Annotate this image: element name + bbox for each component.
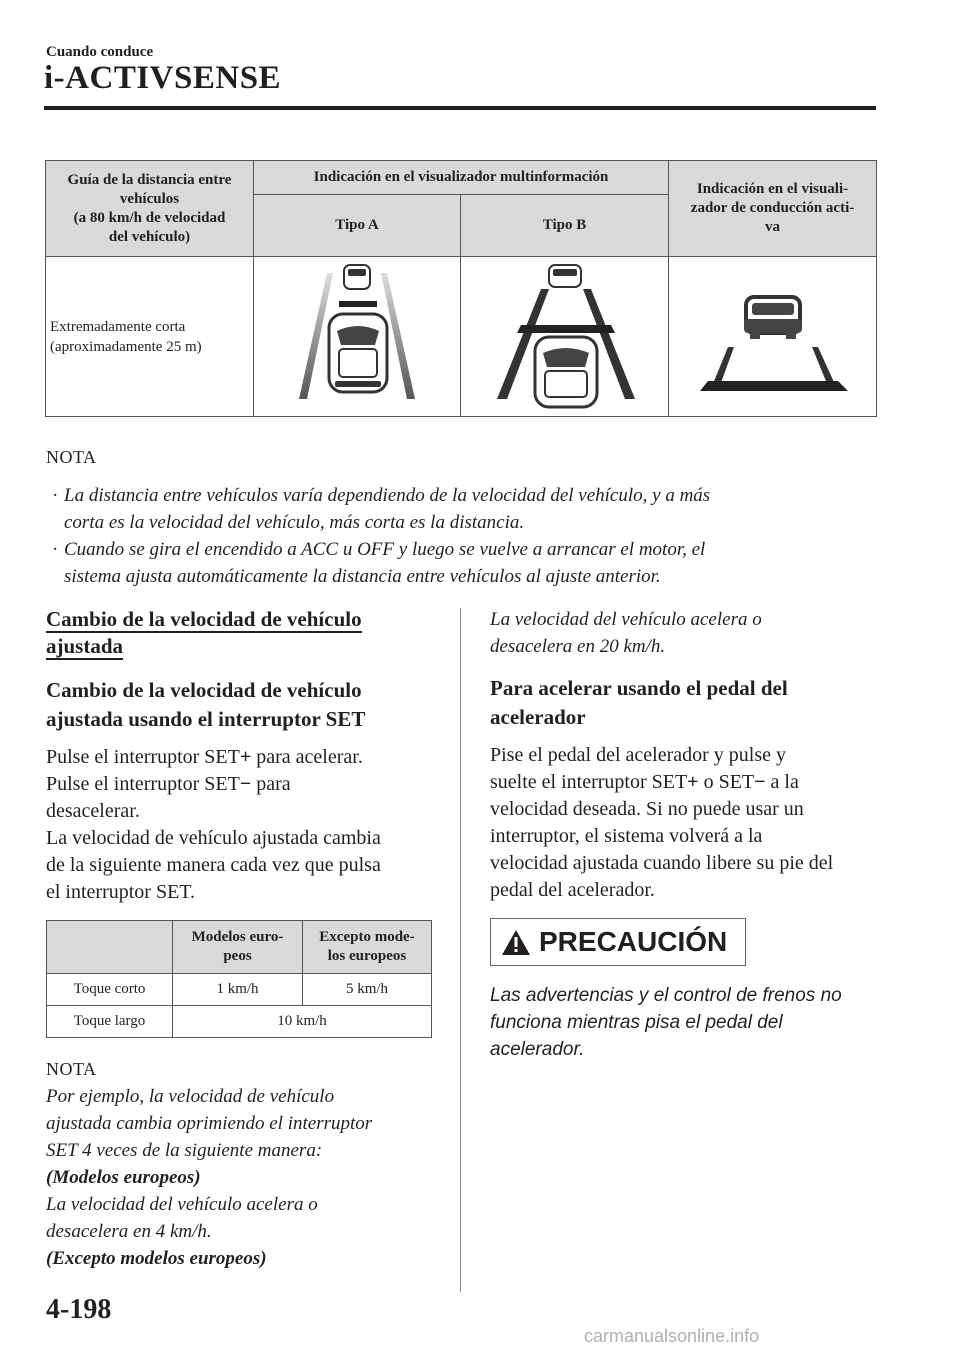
watermark: carmanualsonline.info [584,1326,760,1346]
other-header: Excepto mode- los europeos [303,921,432,974]
table-row: Toque corto 1 km/h 5 km/h [47,974,432,1006]
caution-title: PRECAUCIÓN [539,926,728,957]
col-type-a: Tipo A [254,195,461,257]
subsection-heading: Cambio de la velocidad de vehículo ajustada usando el interruptor SET [46,678,366,731]
table-row: Toque largo 10 km/h [47,1006,432,1038]
active-car-icon [678,269,868,399]
type-b-car-icon [475,259,655,409]
plus-icon: + [687,771,699,793]
page-number: 4-198 [46,1294,112,1325]
continued-text: La velocidad del vehículo acelera o desacelera en 20 km/h. [490,609,762,657]
header-rule [44,106,876,110]
list-item: · Cuando se gira el encendido a ACC u OFF y luego se vuelve a arrancar el motor, el sistema ajusta automáticamente la distancia entre vehículos al ajuste anterior. [52,536,852,590]
empty-header [47,921,173,974]
section-heading: Cambio de la velocidad de vehículo ajustada [46,607,362,658]
instructions: Pulse el interruptor SET+ para acelerar. Pulse el interruptor SET− para desacelerar. La velocidad de vehículo ajustada cambia de la siguiente manera cada vez que pulsa el interruptor SET. [46,746,381,903]
section-label: Cuando conduce [46,44,154,60]
column-divider [460,608,461,1292]
col-active-header: Indicación en el visuali- zador de conducción acti- va [669,161,877,257]
subsection-heading-2: Para acelerar usando el pedal del acelerador [490,676,788,729]
nota-bullets [52,482,852,590]
type-a-illustration [254,257,461,417]
euro-header: Modelos euro- peos [173,921,303,974]
minus-icon: − [239,773,252,795]
minus-icon: − [754,771,766,793]
nota-label: NOTA [46,447,97,467]
pedal-instructions: Pise el pedal del acelerador y pulse y suelte el interruptor SET+ o SET− a la velocidad deseada. Si no puede usar un interruptor, el sistema volverá a la velocidad ajustada cuando libere su pie del pedal del acelerador. [490,744,834,901]
col-distance-header: Guía de la distancia entre vehículos (a 80 km/h de velocidad del vehículo) [46,161,254,257]
speed-change-table [46,920,432,1038]
list-item: · La distancia entre vehículos varía dependiendo de la velocidad del vehículo, y a más corta es la velocidad del vehículo, más corta es la distancia. [52,482,852,536]
euro-text: La velocidad del vehículo acelera o desacelera en 4 km/h. [46,1194,318,1242]
type-a-car-icon [267,259,447,409]
caution-box [490,918,746,966]
left-column [46,606,446,1272]
col-type-b: Tipo B [461,195,669,257]
caution-text: Las advertencias y el control de frenos no funciona mientras pisa el pedal del acelerador. [490,985,842,1060]
warning-icon [501,929,531,956]
active-display-illustration [669,257,877,417]
right-column [490,606,880,1063]
other-label: (Excepto modelos europeos) [46,1248,267,1269]
page-title: i-ACTIVSENSE [44,60,282,96]
type-b-illustration [461,257,669,417]
col-multi-header: Indicación en el visualizador multinformación [254,161,669,195]
row-distance-label: Extremadamente corta (aproximadamente 25 m) [46,257,254,417]
nota-label-2: NOTA [46,1059,97,1079]
plus-icon: + [239,746,252,768]
nota-text: Por ejemplo, la velocidad de vehículo ajustada cambia oprimiendo el interruptor SET 4 veces de la siguiente manera: [46,1086,373,1161]
euro-label: (Modelos europeos) [46,1167,201,1188]
distance-guide-table [45,160,877,417]
